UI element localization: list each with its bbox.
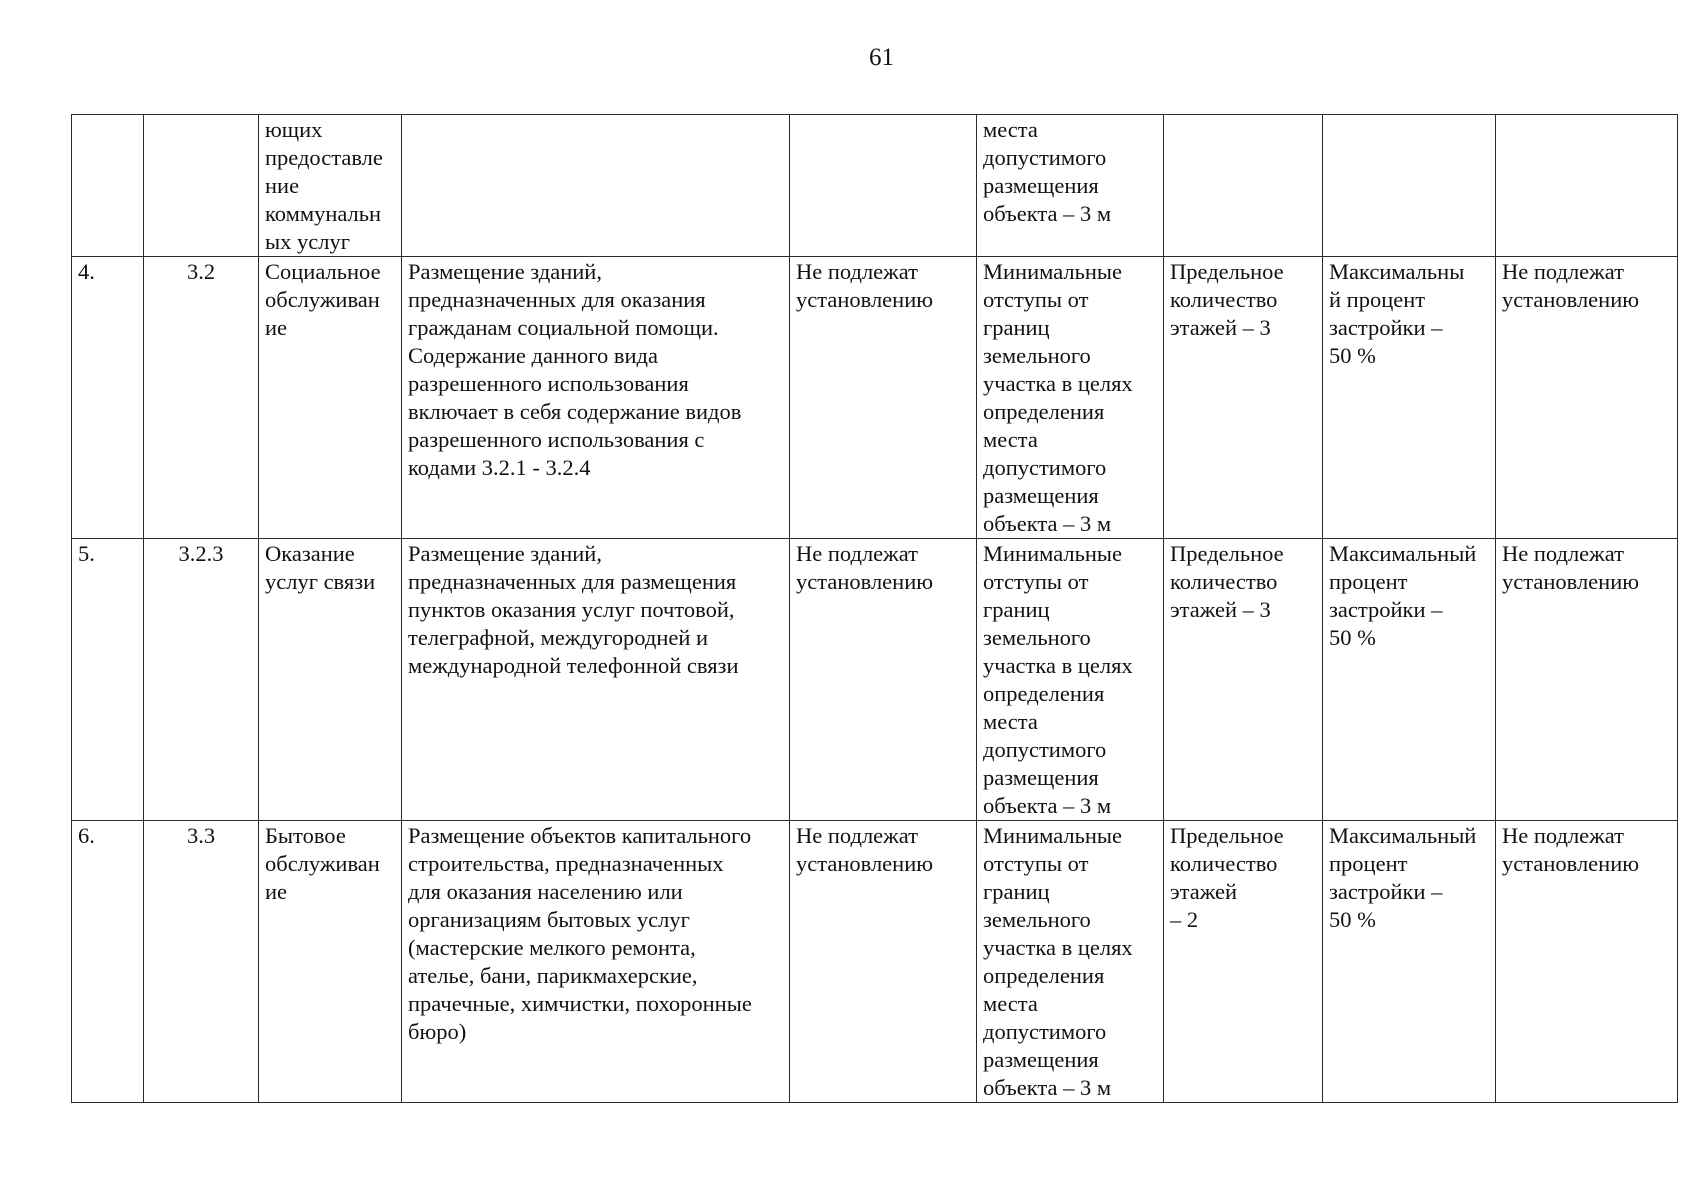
floors-cell: Предельное количество этажей – 3 [1164,539,1323,821]
setback-cell: Минимальные отступы от границ земельного участка в целях определения места допустимого размещения объекта – 3 м [977,257,1164,539]
setback-cell: Минимальные отступы от границ земельного участка в целях определения места допустимого размещения объекта – 3 м [977,539,1164,821]
row-number-cell: 5. [72,539,144,821]
use-name-cell: ющих предоставле ние коммунальн ых услуг [259,115,402,257]
use-description-cell: Размещение зданий, предназначенных для размещения пунктов оказания услуг почтовой, телеграфной, междугородней и международной телефонной связи [402,539,790,821]
use-code-cell [144,115,259,257]
table-row [72,539,1678,821]
table-row [72,115,1678,257]
row-number-cell: 4. [72,257,144,539]
other-params-cell: Не подлежат установлению [1496,257,1678,539]
land-use-regulations-table [71,114,1678,1103]
floors-cell [1164,115,1323,257]
use-name-cell: Бытовое обслуживан ие [259,821,402,1103]
coverage-cell: Максимальный процент застройки – 50 % [1323,821,1496,1103]
use-description-cell: Размещение зданий, предназначенных для оказания гражданам социальной помощи. Содержание данного вида разрешенного использования включает в себя содержание видов разрешенного использования с кодами 3.2.1 - 3.2.4 [402,257,790,539]
coverage-cell: Максимальны й процент застройки – 50 % [1323,257,1496,539]
floors-cell: Предельное количество этажей – 3 [1164,257,1323,539]
use-description-cell [402,115,790,257]
setback-cell: места допустимого размещения объекта – 3 м [977,115,1164,257]
plot-size-cell [790,115,977,257]
use-name-cell: Социальное обслуживан ие [259,257,402,539]
other-params-cell: Не подлежат установлению [1496,821,1678,1103]
use-description-cell: Размещение объектов капитального строительства, предназначенных для оказания населению или организациям бытовых услуг (мастерские мелкого ремонта, ателье, бани, парикмахерские, прачечные, химчистки, похоронные бюро) [402,821,790,1103]
floors-cell: Предельное количество этажей – 2 [1164,821,1323,1103]
use-name-cell: Оказание услуг связи [259,539,402,821]
setback-cell: Минимальные отступы от границ земельного участка в целях определения места допустимого размещения объекта – 3 м [977,821,1164,1103]
use-code-cell: 3.2 [144,257,259,539]
row-number-cell: 6. [72,821,144,1103]
row-number-cell [72,115,144,257]
table-row [72,257,1678,539]
other-params-cell: Не подлежат установлению [1496,539,1678,821]
other-params-cell [1496,115,1678,257]
page-number: 61 [869,44,894,71]
table-row [72,821,1678,1103]
plot-size-cell: Не подлежат установлению [790,257,977,539]
coverage-cell: Максимальный процент застройки – 50 % [1323,539,1496,821]
plot-size-cell: Не подлежат установлению [790,821,977,1103]
use-code-cell: 3.2.3 [144,539,259,821]
coverage-cell [1323,115,1496,257]
plot-size-cell: Не подлежат установлению [790,539,977,821]
use-code-cell: 3.3 [144,821,259,1103]
